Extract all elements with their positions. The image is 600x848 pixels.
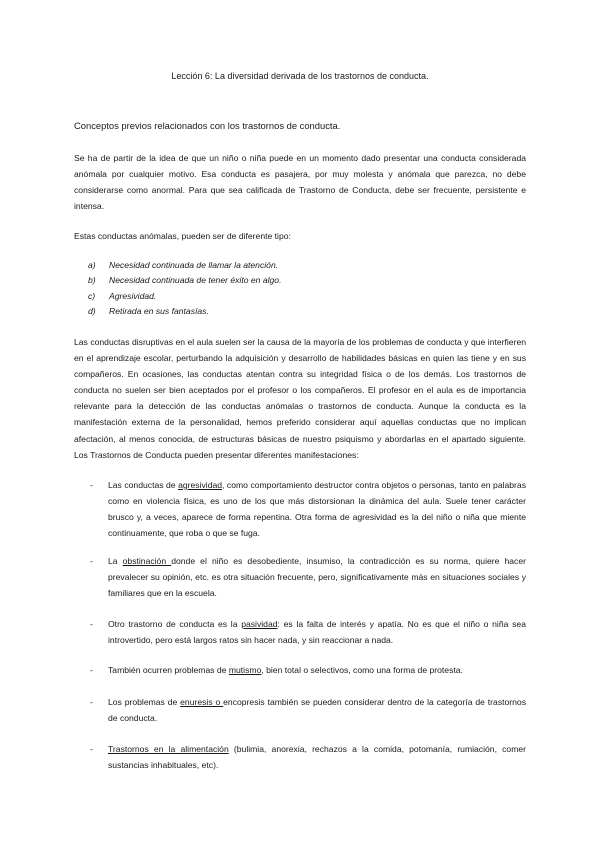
list-item-text: Necesidad continuada de tener éxito en algo. [109,275,282,286]
manifestation-text-before: Otro trastorno de conducta es la [108,619,242,629]
manifestation-text-before: Los problemas de [108,697,181,707]
list-item [88,304,281,319]
section-heading: Conceptos previos relacionados con los trastornos de conducta. [74,120,341,131]
term-enuresis: enuresis o [180,697,224,707]
list-marker: a) [88,260,96,270]
types-intro: Estas conductas anómalas, pueden ser de diferente tipo: [74,231,291,241]
manifestation-text-before: Las conductas de [108,480,179,490]
manifestation-enuresis [90,694,526,726]
manifestation-text-after: , como comportamiento destructor contra objetos o personas, tanto en palabras como en violencia física, es uno de los que más distorsionan la dinámica del aula. Suele tener carácter brusco y, a veces, aparece de forma repentina. Otra forma de agresividad es la del niño o niña que miente continuamente, que roba o que se fuga. [108,480,526,538]
intro-paragraph: Se ha de partir de la idea de que un niño o niña puede en un momento dado presentar una conducta considerada anómala por cualquier motivo. Esa conducta es pasajera, por muy molesta y anómala que parezca, no debe considerarse como anormal. Para que sea calificada de Trastorno de Conducta, debe ser frecuente, persistente e intensa. [74,153,526,211]
manifestation-pasividad [90,616,526,648]
list-marker: c) [88,290,96,301]
dash-bullet: - [90,665,93,675]
manifestation-alimentacion [90,741,526,773]
dash-bullet: - [90,480,93,490]
list-item-text: Agresividad. [109,290,157,301]
manifestation-text-after: donde el niño es desobediente, insumiso, la contradicción es su norma, quiere hacer prevalecer su opinión, etc. es otra situación frecuente, pero, significativamente más en situaciones sociales y familiares que en la escuela. [108,556,526,598]
manifestation-text-after: : es la falta de interés y apatía. No es que el niño o niña sea introvertido, pero está largos ratos sin hacer nada, y sin reaccionar a nada. [108,619,526,645]
types-list [88,258,281,319]
term-agresividad: agresividad [178,480,223,490]
list-item [88,289,281,304]
manifestation-agresividad [90,477,526,541]
list-item-text: Retirada en sus fantasías. [109,305,209,316]
term-alimentacion: Trastornos en la alimentación [108,744,229,754]
manifestation-text-after: encopresis también se pueden considerar dentro de la categoría de trastornos de conducta. [108,697,527,723]
dash-bullet: - [90,556,93,566]
manifestation-text-before: La [108,556,123,566]
manifestation-mutismo [90,662,526,678]
list-item [88,273,281,288]
term-obstinacion: obstinación [122,556,172,566]
manifestation-text-after: (bulimia, anorexia, rechazos a la comida, potomanía, rumiación, comer sustancias inhabituales, etc). [108,744,526,770]
main-paragraph: Las conductas disruptivas en el aula suelen ser la causa de la mayoría de los problemas de conducta y que interfieren en el aprendizaje escolar, perturbando la adquisición y desarrollo de habilidades básicas en quien las tiene y en sus compañeros. En ocasiones, las conductas atentan contra su integridad física o de los demás. Los trastornos de conducta no suelen ser bien aceptados por el profesor o los compañeros. El profesor en el aula es de importancia relevante para la detección de las conductas anómalas o trastornos de conducta. Aunque la conducta es la manifestación externa de la personalidad, hemos preferido considerar aquí aquellas conductas que no implican afectación, al menos conocida, de estructuras básicas de nuestro psiquismo y abordarlas en el apartado siguiente. Los Trastornos de Conducta pueden presentar diferentes manifestaciones: [74,337,526,460]
dash-bullet: - [90,619,93,629]
page-title: Lección 6: La diversidad derivada de los trastornos de conducta. [171,71,429,81]
list-item-text: Necesidad continuada de llamar la atención. [109,260,279,270]
term-pasividad: pasividad [241,619,278,629]
list-marker: d) [88,305,96,316]
list-marker: b) [88,275,96,286]
manifestation-obstinacion [90,553,526,601]
list-item [88,258,281,273]
term-mutismo: mutismo [228,665,262,675]
dash-bullet: - [90,744,93,754]
manifestation-text-before: También ocurren problemas de [108,665,229,675]
manifestation-text-after: , bien total o selectivos, como una forma de protesta. [261,665,463,675]
dash-bullet: - [90,697,93,707]
